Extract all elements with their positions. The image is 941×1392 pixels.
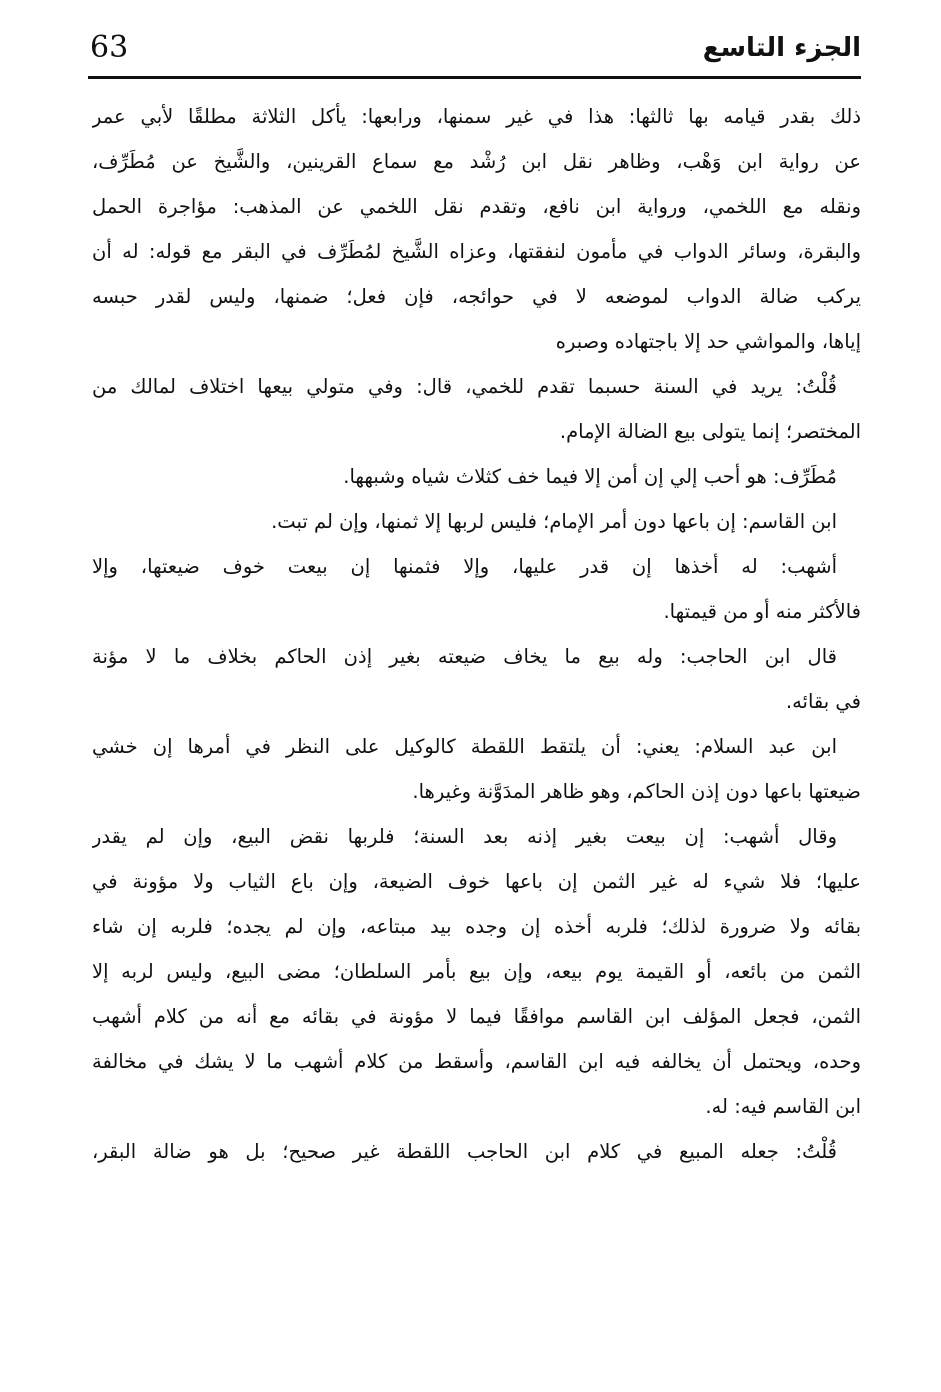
text-line: بقائه ولا ضرورة لذلك؛ فلربه أخذه إن وجده بيد مبتاعه، وإن لم يجده؛ فلربه إن شاء: [92, 915, 861, 938]
text-line: ابن القاسم فيه: له.: [705, 1095, 861, 1118]
text-line: والبقرة، وسائر الدواب في مأمون لنفقتها، وعزاه الشَّيخ لمُطَرِّف في البقر مع قوله: له أن: [92, 240, 861, 263]
text-line: ابن عبد السلام: يعني: أن يلتقط اللقطة كالوكيل على النظر في أمرها إن خشي: [92, 735, 837, 758]
text-line: الثمن من بائعه، أو القيمة يوم بيعه، وإن بيع بأمر السلطان؛ مضى البيع، وليس لربه إلا: [92, 960, 861, 983]
text-line: فالأكثر منه أو من قيمتها.: [663, 600, 861, 623]
text-line: أشهب: له أخذها إن قدر عليها، وإلا فثمنها إن بيعت خوف ضيعتها، وإلا: [92, 555, 837, 578]
header-rule: [88, 76, 861, 79]
text-line: قُلْتُ: يريد في السنة حسبما تقدم للخمي، قال: وفي متولي بيعها اختلاف لمالك من: [92, 375, 837, 398]
page-header: [90, 26, 861, 74]
body-text: [92, 94, 861, 1174]
text-line: ونقله مع اللخمي، ورواية ابن نافع، وتقدم نقل اللخمي عن المذهب: مؤاجرة الحمل: [92, 195, 861, 218]
text-line: قال ابن الحاجب: وله بيع ما يخاف ضيعته بغير إذن الحاكم بخلاف ما لا مؤنة: [92, 645, 837, 668]
text-line: ضيعتها باعها دون إذن الحاكم، وهو ظاهر المدَوَّنة وغيرها.: [412, 780, 861, 803]
text-line: ذلك بقدر قيامه بها ثالثها: هذا في غير سمنها، ورابعها: يأكل الثلاثة مطلقًا لأبي عمر: [92, 105, 861, 128]
text-line: ابن القاسم: إن باعها دون أمر الإمام؛ فليس لربها إلا ثمنها، وإن لم تبت.: [271, 510, 837, 533]
text-line: مُطَرِّف: هو أحب إلي إن أمن إلا فيما خف كثلاث شياه وشبهها.: [343, 465, 837, 488]
page-number: 63: [90, 30, 129, 65]
text-line: وقال أشهب: إن بيعت بغير إذنه بعد السنة؛ فلربها نقض البيع، وإن لم يقدر: [92, 825, 837, 848]
text-line: وحده، ويحتمل أن يخالفه فيه ابن القاسم، وأسقط من كلام أشهب ما لا يشك في مخالفة: [92, 1050, 861, 1073]
text-line: يركب ضالة الدواب لموضعه لا في حوائجه، فإن فعل؛ ضمنها، وليس لقدر حبسه: [92, 285, 861, 308]
running-title: الجزء التاسع: [702, 33, 861, 63]
text-line: عن رواية ابن وَهْب، وظاهر نقل ابن رُشْد مع سماع القرينين، والشَّيخ عن مُطَرِّف،: [92, 150, 861, 173]
text-line: في بقائه.: [785, 690, 861, 713]
text-line: قُلْتُ: جعله المبيع في كلام ابن الحاجب اللقطة غير صحيح؛ بل هو ضالة البقر،: [92, 1140, 837, 1163]
text-line: المختصر؛ إنما يتولى بيع الضالة الإمام.: [559, 420, 861, 443]
text-line: الثمن، فجعل المؤلف ابن القاسم موافقًا فيما لا مؤونة في بقائه مع أنه من كلام أشهب: [92, 1005, 861, 1028]
text-line: عليها؛ فلا شيء له غير الثمن إن باعها خوف الضيعة، وإن باع الثياب ولا مؤونة في: [92, 870, 861, 893]
text-line: إياها، والمواشي حد إلا باجتهاده وصبره: [555, 330, 861, 353]
